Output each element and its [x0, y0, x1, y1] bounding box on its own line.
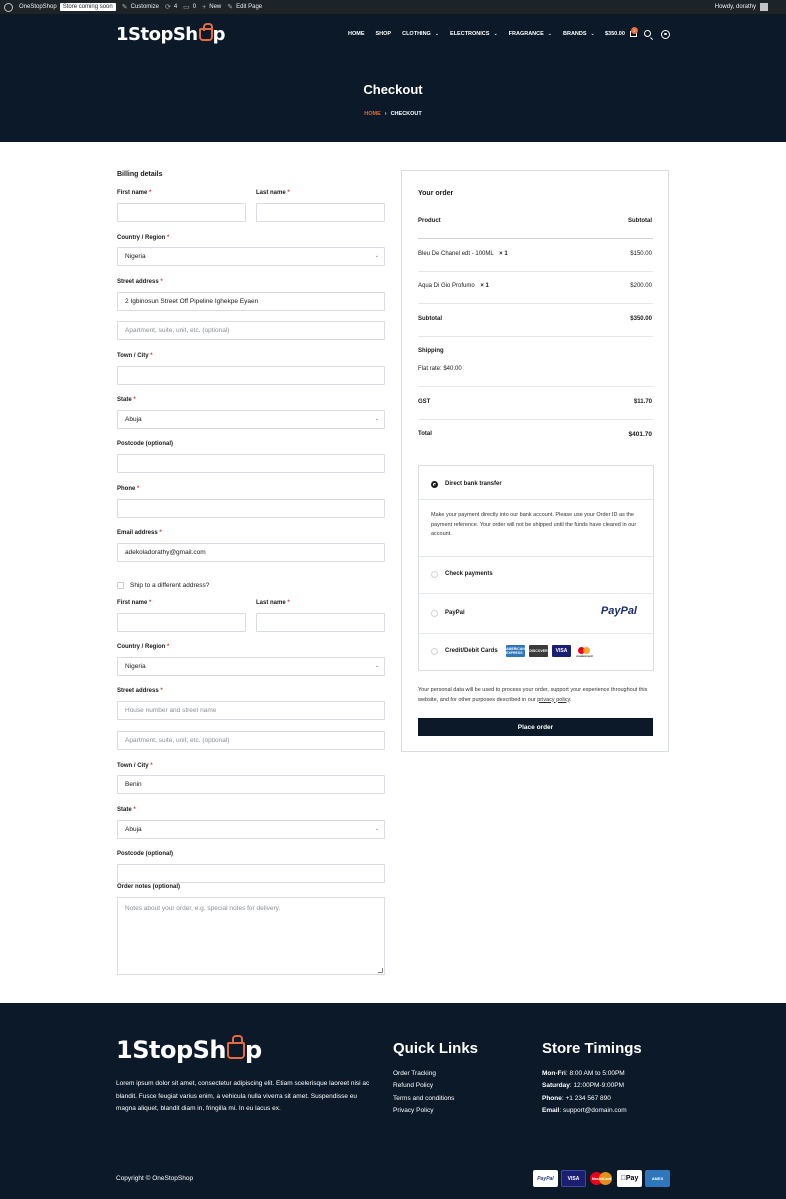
breadcrumb-current: CHECKOUT — [390, 111, 422, 117]
subtotal-label: Subtotal — [418, 316, 442, 322]
order-col-product: Product — [418, 218, 441, 224]
shipping-country-select[interactable]: Nigeria ⌄ — [117, 657, 385, 676]
pencil-icon: ✎ — [227, 4, 234, 11]
chevron-down-icon: ⌄ — [374, 663, 379, 669]
shipping-last-name-label: Last name * — [256, 600, 290, 606]
divider — [418, 419, 653, 420]
chevron-down-icon: ⌄ — [590, 31, 595, 37]
chevron-down-icon: ⌄ — [374, 253, 379, 259]
copyright: Copyright © OneStopShop — [116, 1175, 194, 1182]
shipping-first-name-label: First name * — [117, 600, 152, 606]
footer-link-order-tracking[interactable]: Order Tracking — [393, 1070, 436, 1077]
divider — [419, 499, 653, 500]
billing-town-label: Town / City * — [117, 353, 153, 359]
ship-different-label[interactable]: Ship to a different address? — [130, 582, 210, 589]
privacy-notice: Your personal data will be used to process your order, support your experience throughout this website, and for other purposes described in our privacy policy. — [418, 687, 648, 703]
billing-state-select[interactable]: Abuja ⌄ — [117, 410, 385, 429]
order-item-price: $150.00 — [630, 251, 652, 257]
order-item-name: Aqua Di Gio Profumo × 1 — [418, 283, 489, 289]
payment-label-cards[interactable]: Credit/Debit Cards — [445, 648, 498, 654]
billing-phone-input[interactable] — [117, 499, 385, 518]
nav-item-home[interactable]: HOME — [348, 31, 365, 37]
payment-methods — [418, 465, 654, 671]
timing-row: Saturday: 12:00PM-9:00PM — [542, 1082, 625, 1089]
chevron-down-icon: ⌄ — [493, 31, 498, 37]
bank-description: Make your payment directly into our bank account. Please use your Order ID as the payment reference. Your order will not be shipped until the funds have cleared in our account. — [431, 512, 637, 537]
shopping-bag-icon — [227, 1042, 245, 1059]
billing-first-name-label: First name * — [117, 190, 152, 196]
resize-handle-icon[interactable] — [378, 968, 383, 973]
footer-link-refund[interactable]: Refund Policy — [393, 1082, 434, 1089]
privacy-policy-link[interactable]: privacy policy — [537, 696, 570, 703]
admin-bar — [0, 0, 786, 14]
billing-town-input[interactable] — [117, 366, 385, 385]
admin-edit-page[interactable]: ✎ Edit Page — [227, 4, 263, 11]
timing-row: Email: support@domain.com — [542, 1107, 627, 1114]
discover-card-icon: DISCOVER — [529, 645, 548, 657]
main-nav — [348, 31, 606, 37]
footer-link-privacy[interactable]: Privacy Policy — [393, 1107, 434, 1114]
paypal-payment-icon: PayPal — [533, 1170, 558, 1187]
payment-radio-cards[interactable] — [431, 648, 438, 655]
header-cart[interactable]: $350.00 — [605, 31, 637, 37]
updates-icon: ⟳ — [164, 4, 171, 11]
chevron-right-icon: › — [384, 111, 387, 117]
ship-different-checkbox[interactable] — [117, 582, 124, 589]
billing-postcode-input[interactable] — [117, 454, 385, 473]
shipping-postcode-label: Postcode (optional) — [117, 851, 173, 857]
billing-country-select[interactable]: Nigeria ⌄ — [117, 247, 385, 266]
chevron-down-icon: ⌄ — [374, 416, 379, 422]
breadcrumb — [0, 111, 786, 117]
search-icon[interactable] — [644, 30, 651, 37]
payment-radio-paypal[interactable] — [431, 610, 438, 617]
total-label: Total — [418, 431, 432, 437]
shopping-bag-icon — [199, 28, 213, 41]
payment-label-paypal[interactable]: PayPal — [445, 610, 465, 616]
billing-last-name-input[interactable] — [256, 203, 385, 222]
footer-about: Lorem ipsum dolor sit amet, consectetur adipiscing elit. Etiam scelerisque laoreet nisi ac blandit. Fusce feugiat varius enim, a vehicula nulla viverra sit amet. Suspendisse eu magna aliquet, blandit diam in, fringilla mi. In eu lacus ex. — [116, 1080, 370, 1112]
payment-label-check[interactable]: Check payments — [445, 571, 493, 577]
visa-card-icon: VISA — [552, 645, 571, 657]
admin-howdy[interactable]: Howdy, dorathy — [714, 4, 756, 10]
billing-postcode-label: Postcode (optional) — [117, 441, 173, 447]
admin-site-name[interactable]: OneStopShop — [19, 4, 57, 10]
site-header — [0, 14, 786, 142]
amex-payment-icon: AMEX — [645, 1170, 670, 1187]
mastercard-payment-icon: MasterCard — [589, 1170, 614, 1187]
avatar[interactable] — [760, 3, 768, 11]
billing-last-name-label: Last name * — [256, 190, 290, 196]
place-order-button[interactable]: Place order — [418, 718, 653, 736]
cart-count-badge: 2 — [631, 27, 638, 34]
nav-item-shop[interactable]: SHOP — [375, 31, 392, 37]
divider — [419, 633, 653, 634]
divider — [418, 386, 653, 387]
billing-country-label: Country / Region * — [117, 235, 170, 241]
admin-customize[interactable]: ✎ Customize — [121, 4, 159, 11]
shipping-apartment-input[interactable]: Apartment, suite, unit, etc. (optional) — [117, 731, 385, 750]
billing-state-label: State * — [117, 397, 136, 403]
user-account-icon[interactable] — [661, 30, 670, 39]
paypal-logo: PayPal — [600, 605, 637, 617]
payment-radio-check[interactable] — [431, 571, 438, 578]
billing-street-label: Street address * — [117, 279, 163, 285]
comment-icon: ▭ — [183, 4, 190, 11]
billing-phone-label: Phone * — [117, 486, 140, 492]
billing-street-input[interactable]: 2 Igbinosun Street Off Pipeline Ighekpe Eyaen — [117, 292, 385, 311]
order-review — [401, 170, 669, 752]
chevron-down-icon: ⌄ — [434, 31, 440, 37]
billing-email-input[interactable]: adekoladorathy@gmail.com — [117, 543, 385, 562]
nav-item-clothing[interactable]: CLOTHING ⌄ — [402, 31, 440, 37]
divider — [418, 238, 653, 239]
admin-updates[interactable]: ⟳ 4 — [164, 4, 178, 11]
divider — [419, 593, 653, 594]
shipping-rate: Flat rate: $40.00 — [418, 366, 462, 372]
divider — [418, 336, 653, 337]
divider — [418, 303, 653, 304]
apple-pay-icon: Pay — [617, 1170, 642, 1187]
shipping-town-label: Town / City * — [117, 763, 153, 769]
brush-icon: ✎ — [121, 4, 128, 11]
gst-value: $11.70 — [633, 399, 652, 405]
visa-payment-icon: VISA — [561, 1170, 586, 1187]
nav-item-fragrance[interactable]: FRAGRANCE ⌄ — [508, 31, 552, 37]
footer-logo[interactable]: 1StopSh p — [116, 1036, 262, 1064]
admin-comments[interactable]: ▭ 0 — [183, 4, 197, 11]
page-title: Checkout — [363, 82, 423, 97]
amex-card-icon: AMERICAN EXPRESS — [506, 647, 525, 655]
order-col-subtotal: Subtotal — [628, 218, 652, 224]
footer-link-terms[interactable]: Terms and conditions — [393, 1095, 455, 1102]
nav-item-brands[interactable]: BRANDS ⌄ — [563, 31, 595, 37]
billing-apartment-input[interactable]: Apartment, suite, unit, etc. (optional) — [117, 321, 385, 340]
total-value: $401.70 — [628, 431, 652, 438]
shipping-state-label: State * — [117, 807, 136, 813]
timing-row: Mon-Fri: 8:00 AM to 5:00PM — [542, 1070, 625, 1077]
order-item-price: $200.00 — [630, 283, 652, 289]
shipping-street-input[interactable]: House number and street name — [117, 701, 385, 720]
store-timings-title: Store Timings — [542, 1040, 642, 1057]
shipping-state-select[interactable]: Abuja ⌄ — [117, 820, 385, 839]
chevron-down-icon: ⌄ — [374, 826, 379, 832]
nav-item-electronics[interactable]: ELECTRONICS ⌄ — [450, 31, 498, 37]
divider — [419, 556, 653, 557]
billing-title: Billing details — [117, 171, 163, 178]
subtotal-value: $350.00 — [630, 316, 652, 322]
site-footer — [0, 1003, 786, 1199]
billing-first-name-input[interactable] — [117, 203, 246, 222]
breadcrumb-home[interactable]: HOME — [364, 111, 381, 117]
shipping-country-label: Country / Region * — [117, 644, 170, 650]
billing-email-label: Email address * — [117, 530, 162, 536]
shipping-label: Shipping — [418, 348, 444, 354]
order-notes-label: Order notes (optional) — [117, 884, 180, 890]
shipping-street-label: Street address * — [117, 688, 163, 694]
site-logo[interactable]: 1StopSh p — [116, 24, 226, 45]
shipping-first-name-input[interactable] — [117, 613, 246, 632]
admin-new[interactable]: + New — [202, 3, 222, 11]
shipping-town-input[interactable]: Benin — [117, 775, 385, 794]
store-coming-soon-badge[interactable]: Store coming soon — [60, 3, 116, 11]
chevron-down-icon: ⌄ — [547, 31, 552, 37]
plus-icon: + — [202, 3, 207, 11]
gst-label: GST — [418, 399, 431, 405]
timing-row: Phone: +1 234 567 890 — [542, 1095, 611, 1102]
order-item-name: Bleu De Chanel edt - 100ML × 1 — [418, 251, 508, 257]
divider — [418, 271, 653, 272]
mastercard-card-icon: mastercard — [575, 645, 594, 657]
order-notes-textarea[interactable]: Notes about your order, e.g. special notes for delivery. — [117, 897, 385, 975]
order-title: Your order — [418, 190, 454, 197]
wordpress-icon[interactable] — [4, 3, 13, 12]
payment-radio-bank[interactable] — [431, 481, 438, 488]
shipping-postcode-input[interactable] — [117, 864, 385, 883]
shipping-last-name-input[interactable] — [256, 613, 385, 632]
payment-label-bank[interactable]: Direct bank transfer — [445, 481, 502, 487]
quick-links-title: Quick Links — [393, 1040, 479, 1057]
